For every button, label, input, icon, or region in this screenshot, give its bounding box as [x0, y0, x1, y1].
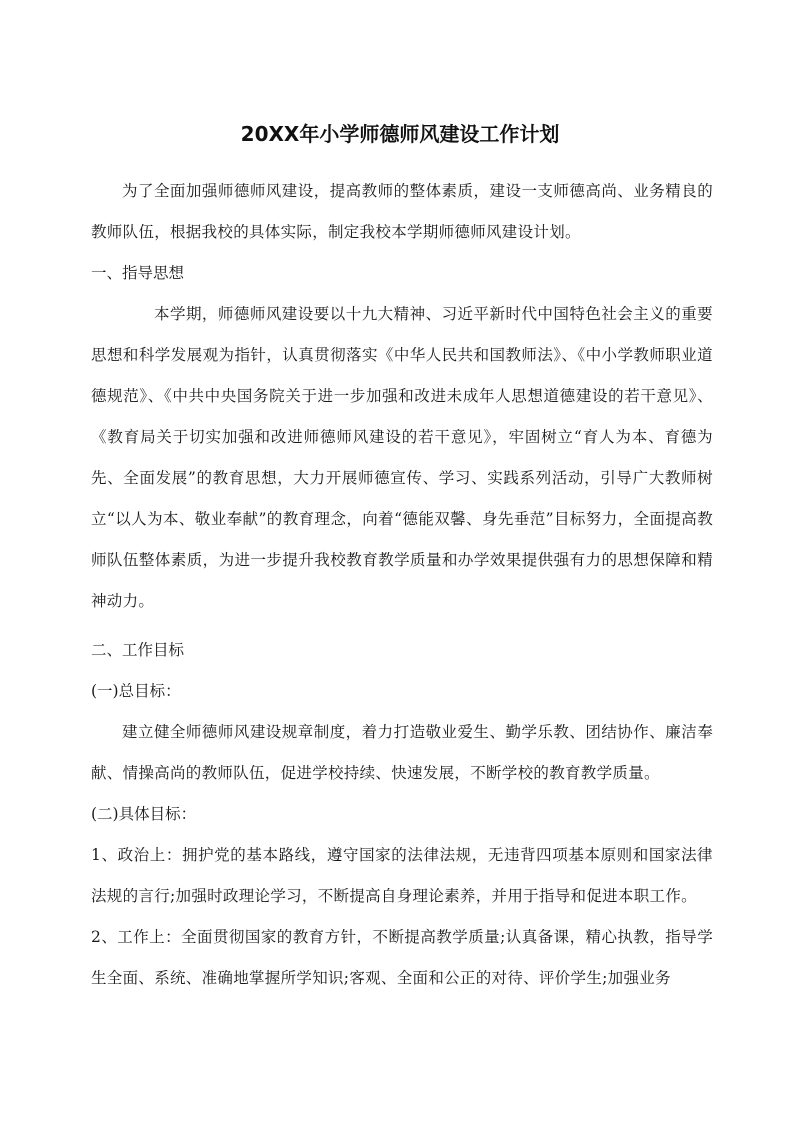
- guiding-ideology-paragraph: 本学期，师德师风建设要以十九大精神、习近平新时代中国特色社会主义的重要思想和科学发展观为指针，认真贯彻落实《中华人民共和国教师法》、《中小学教师职业道德规范》、《中共中央国务院关于进一步加强和改进未成年人思想道德建设的若干意见》、《教育局关于切实加强和改进师德师风建设的若干意见》，牢固树立“育人为本、育德为先、全面发展”的教育思想，大力开展师德宣传、学习、实践系列活动，引导广大教师树立“以人为本、敬业奉献”的教育理念，向着“德能双馨、身先垂范”目标努力，全面提高教师队伍整体素质，为进一步提升我校教育教学质量和办学效果提供强有力的思想保障和精神动力。: [91, 305, 713, 610]
- specific-goal-item-work: 2、工作上：全面贯彻国家的教育方针，不断提高教学质量;认真备课，精心执教，指导学生全面、系统、准确地掌握所学知识;客观、全面和公正的对待、评价学生;加强业务: [91, 928, 713, 987]
- intro-paragraph: 为了全面加强师德师风建设，提高教师的整体素质，建设一支师德高尚、业务精良的教师队伍，根据我校的具体实际，制定我校本学期师德师风建设计划。: [91, 182, 713, 241]
- subsection-heading-specific-goals: (二)具体目标：: [91, 805, 197, 823]
- overall-goal-paragraph: 建立健全师德师风建设规章制度，着力打造敬业爱生、勤学乐教、团结协作、廉洁奉献、情操高尚的教师队伍，促进学校持续、快速发展，不断学校的教育教学质量。: [91, 723, 713, 782]
- section-heading-work-goals: 二、工作目标: [91, 641, 185, 659]
- subsection-heading-overall-goal: (一)总目标：: [91, 682, 181, 700]
- document-title: 20XX年小学师德师风建设工作计划: [240, 122, 560, 146]
- section-heading-guiding-ideology: 一、指导思想: [91, 264, 185, 282]
- specific-goal-item-political: 1、政治上：拥护党的基本路线，遵守国家的法律法规，无违背四项基本原则和国家法律法规的言行;加强时政理论学习，不断提高自身理论素养，并用于指导和促进本职工作。: [91, 846, 713, 905]
